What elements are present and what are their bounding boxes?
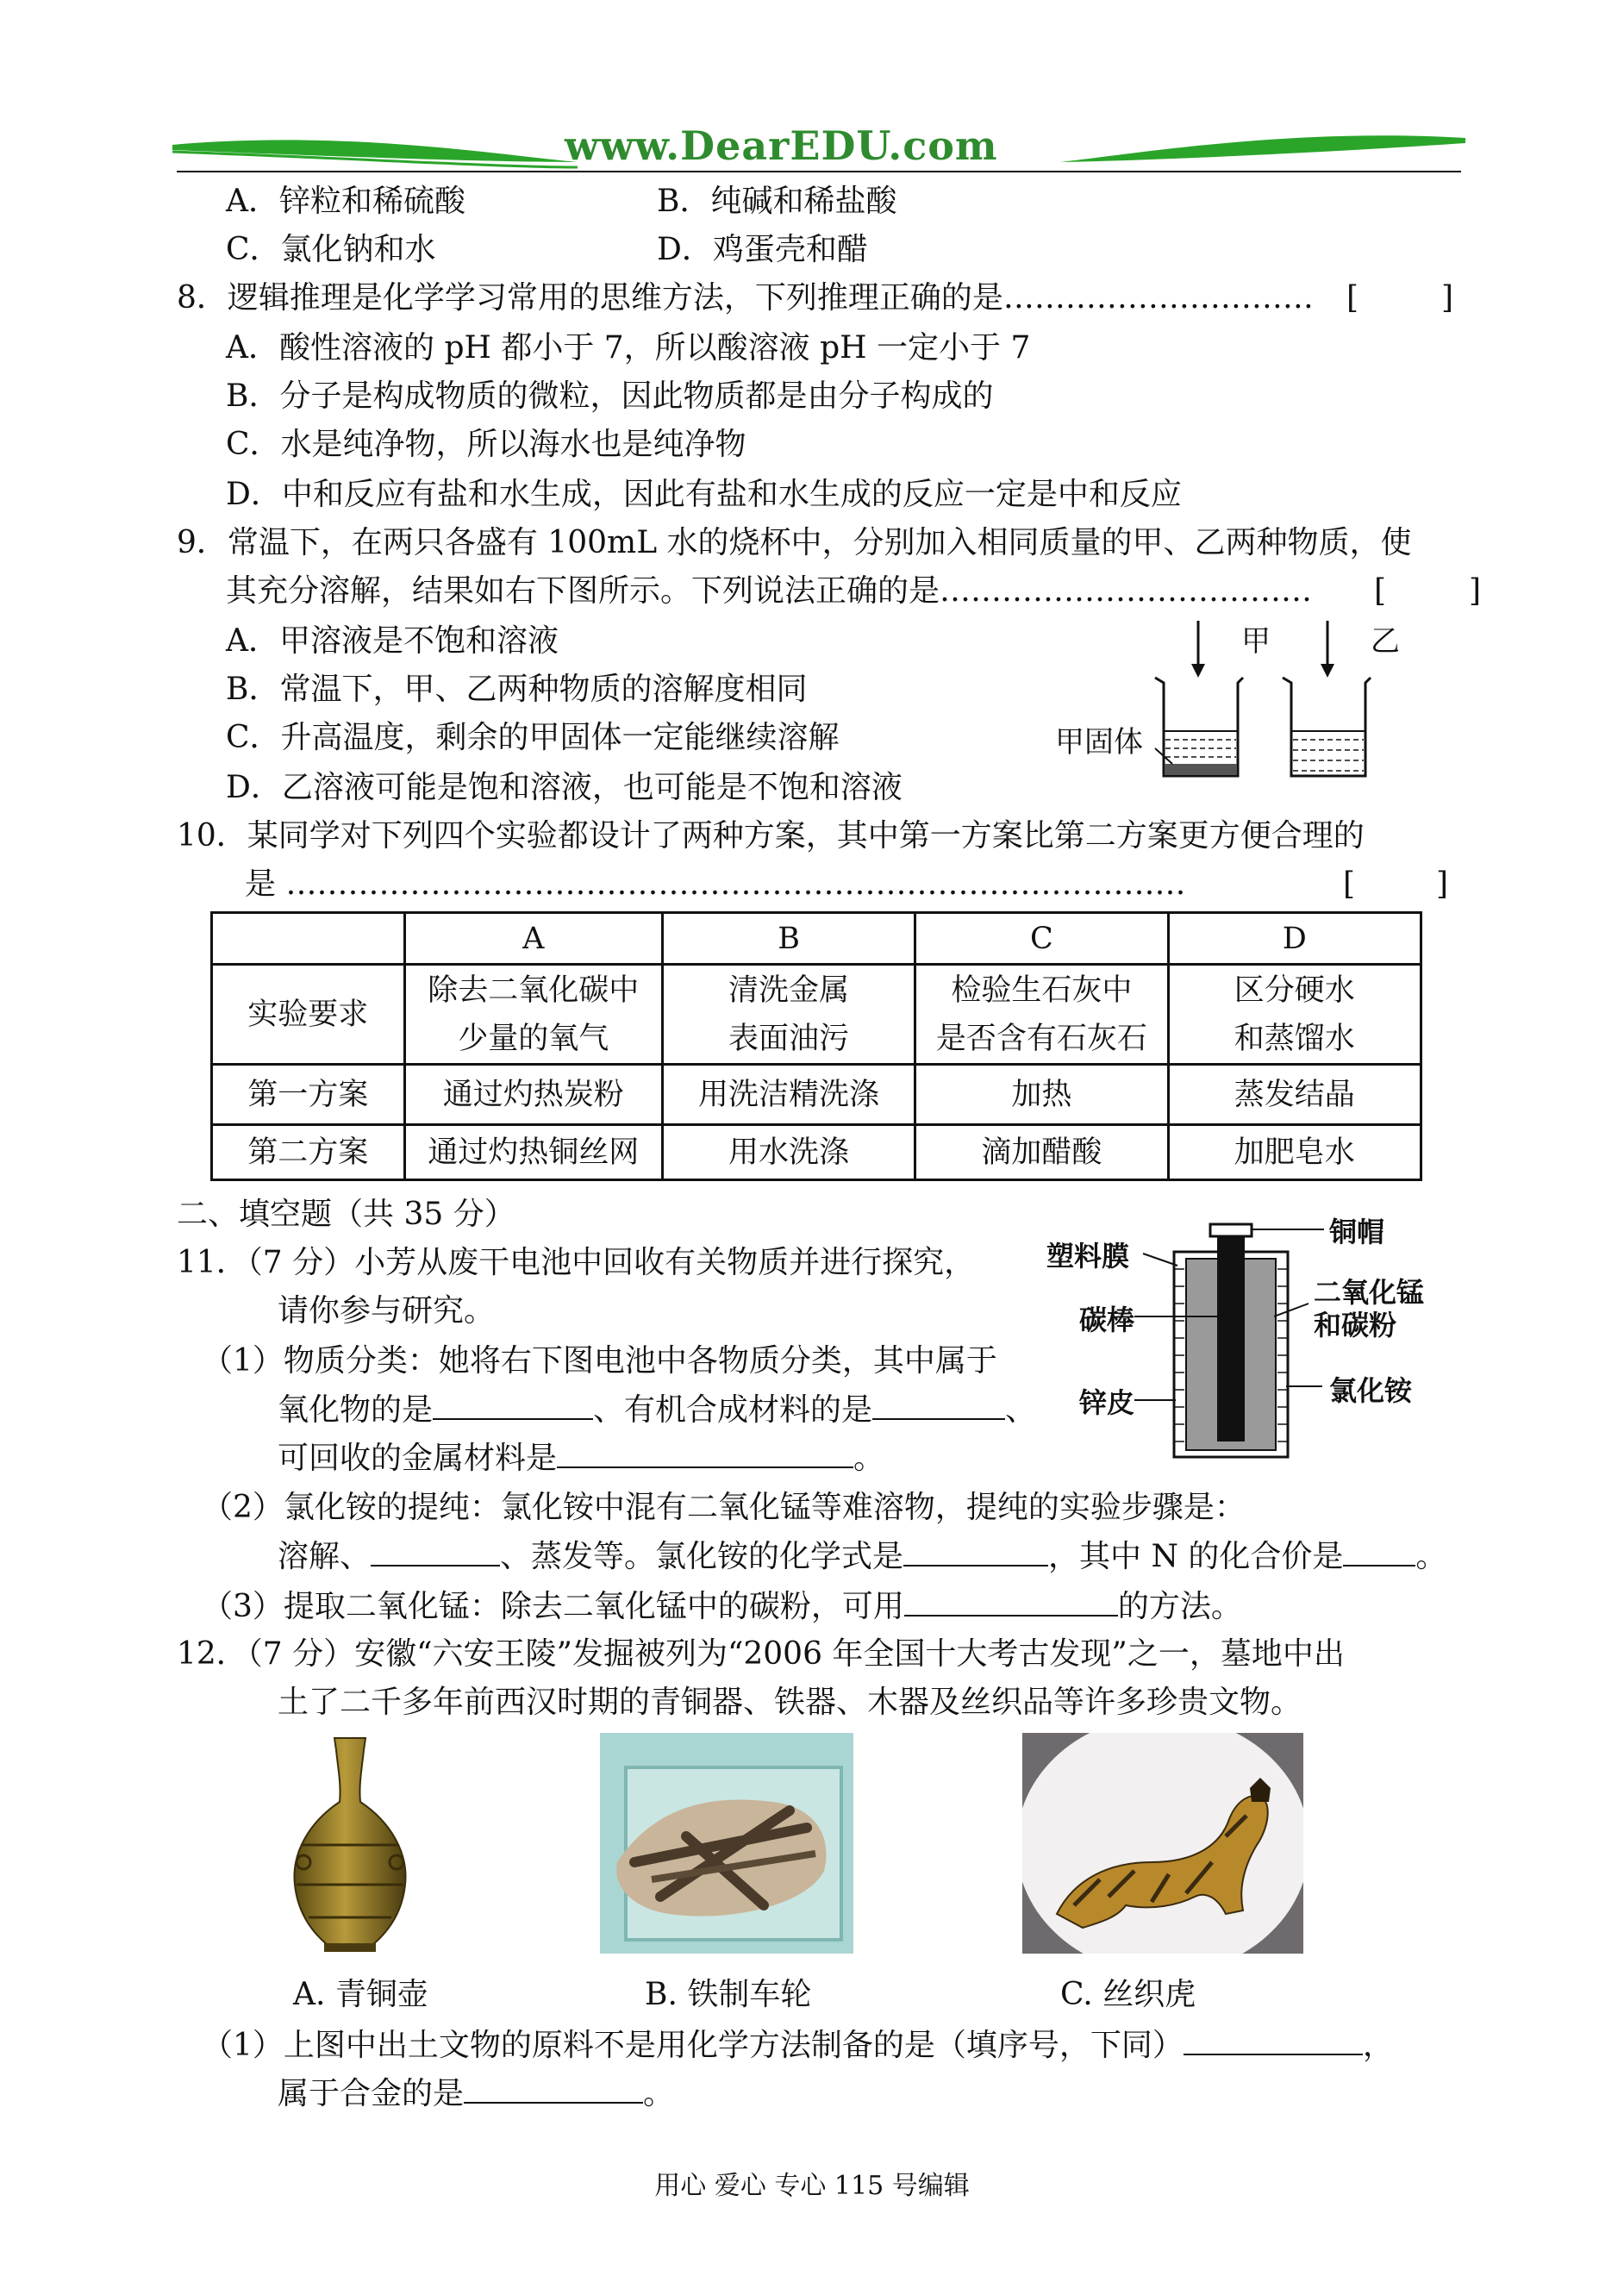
- table-row: [212, 1125, 1421, 1180]
- text: ，其中 N 的化合价是: [1048, 1539, 1344, 1574]
- table-cell: [915, 965, 1168, 1065]
- q11-part3: [202, 1585, 1242, 1628]
- photo-caption-b: B. 铁制车轮: [645, 1977, 812, 2012]
- battery-label-cap: 铜帽: [1329, 1216, 1385, 1248]
- text: 可回收的金属材料是: [278, 1441, 558, 1476]
- answer-blank-formula[interactable]: [903, 1535, 1048, 1566]
- battery-label-film: 塑料膜: [1046, 1240, 1130, 1273]
- text: 、有机合成材料的是: [593, 1392, 873, 1428]
- text: （3）提取二氧化锰：除去二氧化锰中的碳粉，可用: [202, 1589, 904, 1624]
- silk-tiger-photo: [1022, 1733, 1303, 1954]
- q8-option-d: D．中和反应有盐和水生成，因此有盐和水生成的反应一定是中和反应: [226, 477, 1182, 512]
- cell-line: 区分硬水: [1234, 972, 1355, 1008]
- q11-part2-line2: [278, 1535, 1446, 1578]
- cell-line: 和蒸馏水: [1234, 1021, 1355, 1056]
- table-header-cell: B: [662, 913, 915, 965]
- q11-stem-line1: 11．（7 分）小芳从废干电池中回收有关物质并进行探究，: [177, 1245, 976, 1280]
- text: 。: [853, 1441, 885, 1476]
- table-cell: [404, 965, 662, 1065]
- table-cell: 加热: [915, 1065, 1168, 1125]
- q8-option-a: A．酸性溶液的 pH 都小于 7，所以酸溶液 pH 一定小于 7: [226, 330, 1031, 366]
- q10-answer-close: ]: [1436, 866, 1449, 902]
- cell-line: 表面油污: [728, 1021, 850, 1056]
- q9-stem-line1: 9．常温下，在两只各盛有 100mL 水的烧杯中，分别加入相同质量的甲、乙两种物质，使: [177, 525, 1412, 560]
- q9-option-d: D．乙溶液可能是饱和溶液，也可能是不饱和溶液: [226, 770, 903, 805]
- table-cell: [662, 965, 915, 1065]
- beakers-illustration: [1043, 619, 1405, 791]
- text: 的方法。: [1117, 1589, 1242, 1624]
- answer-blank-step[interactable]: [371, 1535, 500, 1566]
- text: 、蒸发等。氯化铵的化学式是: [500, 1539, 904, 1574]
- text: 、: [1005, 1392, 1037, 1428]
- answer-blank-valence[interactable]: [1343, 1535, 1415, 1566]
- answer-blank-nonchemical[interactable]: [1184, 2024, 1363, 2055]
- bronze-pot-image: [290, 1733, 410, 1954]
- silk-tiger-image: [1022, 1733, 1303, 1954]
- table-header-row: [212, 913, 1421, 965]
- cell-line: 是否含有石灰石: [935, 1021, 1147, 1056]
- photo-caption-c: C. 丝织虎: [1060, 1977, 1196, 2012]
- q7-option-b: B．纯碱和稀盐酸: [657, 184, 897, 219]
- table-row-label: 实验要求: [212, 965, 405, 1065]
- q9-option-c: C．升高温度，剩余的甲固体一定能继续溶解: [226, 720, 840, 755]
- q11-stem-line2: 请你参与研究。: [278, 1293, 496, 1329]
- iron-wheel-photo: [600, 1733, 853, 1954]
- table-row-label: 第二方案: [212, 1125, 405, 1180]
- cell-line: 少量的氧气: [458, 1021, 609, 1056]
- answer-blank-organic[interactable]: [872, 1389, 1005, 1420]
- q9-beaker-figure: [1043, 619, 1405, 791]
- q10-answer-open: [: [1343, 866, 1356, 902]
- q7-option-c: C．氯化钠和水: [226, 232, 436, 267]
- q9-option-b: B．常温下，甲、乙两种物质的溶解度相同: [226, 672, 808, 707]
- table-cell: 通过灼热炭粉: [404, 1065, 662, 1125]
- q10-stem-line1: 10．某同学对下列四个实验都设计了两种方案，其中第一方案比第二方案更方便合理的: [177, 818, 1365, 854]
- text: ，: [1362, 2028, 1394, 2063]
- q12-part1-line2: [278, 2073, 674, 2115]
- text: （1）上图中出土文物的原料不是用化学方法制备的是（填序号，下同）: [202, 2028, 1184, 2063]
- logo-text: www.DearEDU.com: [565, 122, 998, 169]
- bronze-pot-photo: [290, 1733, 410, 1954]
- answer-blank-metal[interactable]: [557, 1437, 853, 1468]
- photo-caption-a: A. 青铜壶: [293, 1977, 428, 2012]
- text: 氧化物的是: [278, 1392, 434, 1428]
- q8-answer-close: ]: [1441, 280, 1454, 316]
- text: 属于合金的是: [278, 2076, 465, 2111]
- q9-label-yi: 乙: [1371, 624, 1400, 659]
- q9-stem-line2: 其充分溶解，结果如右下图所示。下列说法正确的是………………………………: [226, 573, 1313, 609]
- q11-part1-line3: [278, 1437, 884, 1479]
- q8-stem: 8．逻辑推理是化学学习常用的思维方法，下列推理正确的是…………………………: [177, 280, 1314, 316]
- q9-answer-open: [: [1374, 573, 1387, 609]
- text: 溶解、: [278, 1539, 372, 1574]
- table-cell: 用洗洁精洗涤: [662, 1065, 915, 1125]
- answer-blank-alloy[interactable]: [464, 2073, 643, 2104]
- q9-option-a: A．甲溶液是不饱和溶液: [226, 623, 559, 659]
- q8-option-b: B．分子是构成物质的微粒，因此物质都是由分子构成的: [226, 378, 994, 414]
- q8-answer-open: [: [1346, 280, 1359, 316]
- battery-label-mix: [1314, 1276, 1424, 1341]
- table-header-cell: D: [1168, 913, 1421, 965]
- q10-experiment-table: [210, 911, 1422, 1181]
- q7-option-a: A．锌粒和稀硫酸: [226, 184, 465, 219]
- answer-blank-method[interactable]: [904, 1585, 1118, 1617]
- table-cell: 用水洗涤: [662, 1125, 915, 1180]
- cell-line: 除去二氧化碳中: [428, 972, 640, 1008]
- q9-answer-close: ]: [1469, 573, 1482, 609]
- table-header-cell: [212, 913, 405, 965]
- battery-diagram: [1048, 1217, 1462, 1467]
- header-rule: [177, 171, 1461, 172]
- battery-label-zinc: 锌皮: [1079, 1386, 1135, 1419]
- q11-part1-line2: [278, 1389, 1036, 1431]
- table-header-cell: C: [915, 913, 1168, 965]
- page-footer: 用心 爱心 专心 115 号编辑: [654, 2171, 970, 2201]
- label-line: 二氧化锰: [1314, 1276, 1425, 1309]
- table-cell: 滴加醋酸: [915, 1125, 1168, 1180]
- text: 。: [643, 2076, 675, 2111]
- table-row-label: 第一方案: [212, 1065, 405, 1125]
- q9-label-solid: 甲固体: [1055, 725, 1143, 760]
- q12-stem-line2: 土了二千多年前西汉时期的青铜器、铁器、木器及丝织品等许多珍贵文物。: [278, 1685, 1302, 1720]
- q7-option-d: D．鸡蛋壳和醋: [657, 232, 868, 267]
- section-title: 二、填空题（共 35 分）: [177, 1197, 515, 1232]
- table-cell: [1168, 965, 1421, 1065]
- table-cell: 加肥皂水: [1168, 1125, 1421, 1180]
- label-line: 和碳粉: [1314, 1309, 1397, 1341]
- answer-blank-oxide[interactable]: [433, 1389, 593, 1420]
- iron-wheel-image: [600, 1733, 853, 1954]
- text: 。: [1415, 1539, 1447, 1574]
- q9-label-jia: 甲: [1241, 624, 1271, 659]
- table-row: [212, 1065, 1421, 1125]
- table-cell: 蒸发结晶: [1168, 1065, 1421, 1125]
- cell-line: 检验生石灰中: [951, 972, 1133, 1008]
- q8-option-c: C．水是纯净物，所以海水也是纯净物: [226, 427, 746, 462]
- battery-label-rod: 碳棒: [1079, 1304, 1135, 1336]
- q11-part1-line1: （1）物质分类：她将右下图电池中各物质分类，其中属于: [202, 1343, 997, 1379]
- table-cell: 通过灼热铜丝网: [404, 1125, 662, 1180]
- q12-stem-line1: 12．（7 分）安徽“六安王陵”发掘被列为“2006 年全国十大考古发现”之一，墓地中出: [177, 1636, 1345, 1672]
- q11-part2-line1: （2）氯化铵的提纯：氯化铵中混有二氧化锰等难溶物，提纯的实验步骤是：: [202, 1490, 1246, 1525]
- battery-label-nh4cl: 氯化铵: [1329, 1374, 1413, 1407]
- q10-stem-line2: 是 ……………………………………………………………………………: [245, 866, 1186, 902]
- q12-part1-line1: [202, 2024, 1394, 2067]
- cell-line: 清洗金属: [728, 972, 850, 1008]
- table-header-cell: A: [404, 913, 662, 965]
- table-row: [212, 965, 1421, 1065]
